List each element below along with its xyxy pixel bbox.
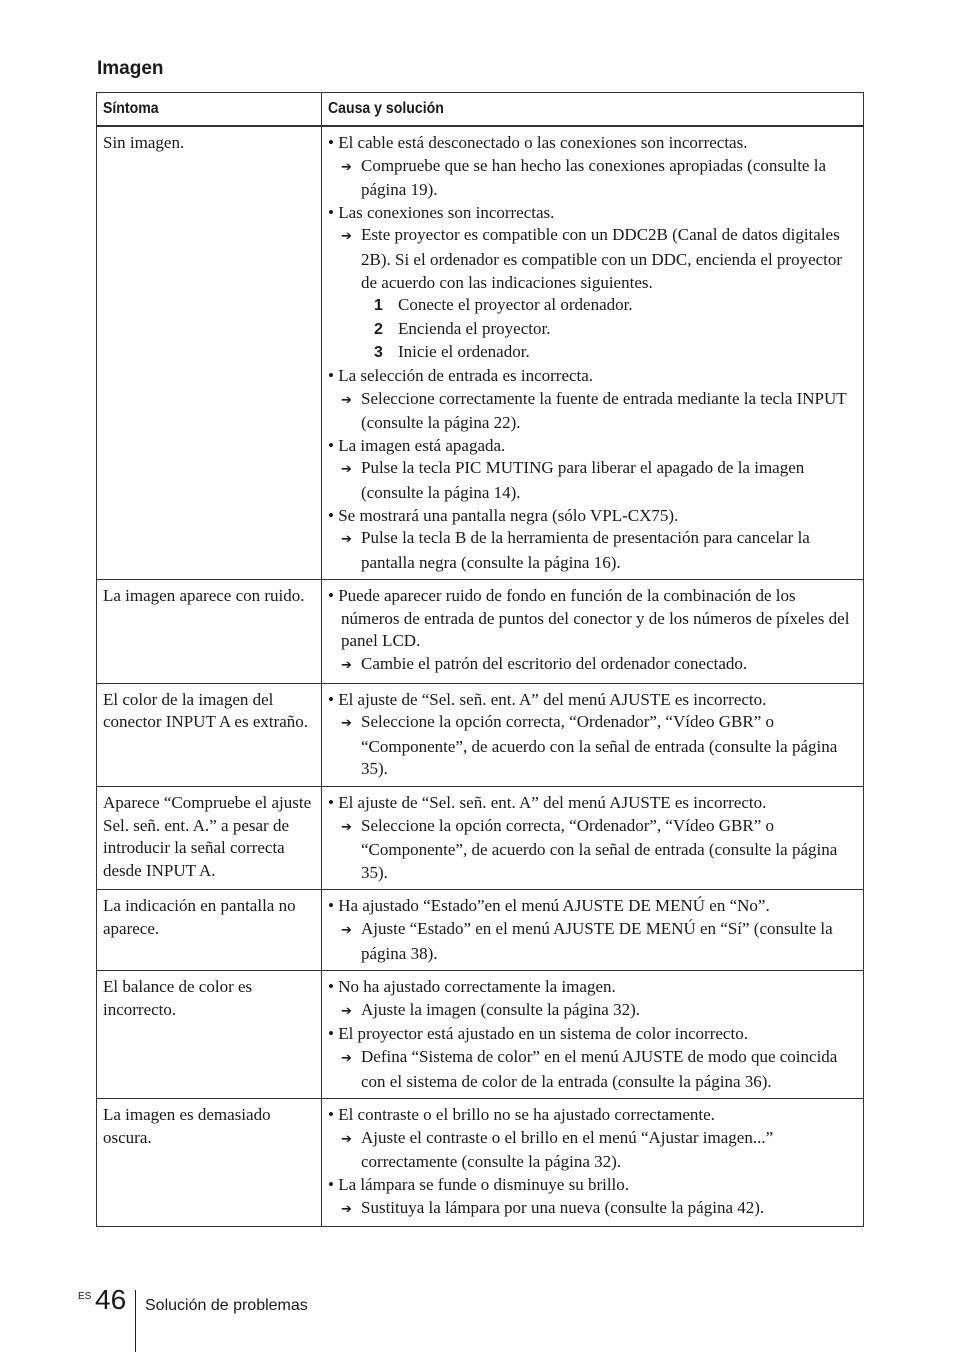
- table-row: [97, 971, 864, 1099]
- cause-text: El ajuste de “Sel. señ. ent. A” del menú AJUSTE es incorrecto.: [338, 793, 767, 813]
- solution-line: [341, 457, 857, 504]
- solution-line: [341, 815, 857, 885]
- cause-item: [328, 365, 857, 435]
- arrow-icon: ➔: [341, 159, 352, 175]
- table-row: [97, 580, 864, 683]
- solution-text: Sustituya la lámpara por una nueva (consulte la página 42).: [361, 1197, 765, 1217]
- symptom-cell: Sin imagen.: [97, 126, 322, 580]
- cause-text: La lámpara se funde o disminuye su brillo.: [338, 1174, 630, 1194]
- symptom-cell: El color de la imagen del conector INPUT A es extraño.: [97, 683, 322, 786]
- cause-item: [328, 435, 857, 505]
- solution-text: Ajuste el contraste o el brillo en el menú “Ajustar imagen...” correctamente (consulte la página 32).: [361, 1127, 774, 1172]
- solution-line: [341, 999, 857, 1024]
- solution-line: [341, 155, 857, 202]
- solution-item: [328, 1127, 857, 1174]
- solution-item: [328, 815, 857, 885]
- table-row: [97, 683, 864, 786]
- cause-text: El proyector está ajustado en un sistema de color incorrecto.: [338, 1024, 748, 1044]
- troubleshooting-table: [96, 92, 864, 1227]
- solution-text: Compruebe que se han hecho las conexiones apropiadas (consulte la página 19).: [361, 155, 826, 200]
- footer-section: Solución de problemas: [145, 1297, 308, 1314]
- solution-line: [341, 653, 857, 678]
- arrow-icon: ➔: [341, 532, 352, 548]
- solution-item: [328, 918, 857, 965]
- cause-bullet: • El proyector está ajustado en un sistema de color incorrecto.: [328, 1024, 748, 1044]
- step-number: 3: [374, 344, 383, 362]
- cause-item: [328, 1104, 857, 1174]
- cause-text: El ajuste de “Sel. señ. ent. A” del menú AJUSTE es incorrecto.: [338, 689, 767, 709]
- arrow-icon: ➔: [341, 1050, 352, 1066]
- arrow-icon: ➔: [341, 819, 352, 835]
- arrow-icon: ➔: [341, 658, 352, 674]
- arrow-icon: ➔: [341, 716, 352, 732]
- solution-text: Defina “Sistema de color” en el menú AJUSTE de modo que coincida con el sistema de color de la entrada (consulte la página 36).: [361, 1046, 838, 1091]
- cause-item: [328, 585, 857, 677]
- arrow-icon: ➔: [341, 1201, 352, 1217]
- solution-item: [328, 1197, 857, 1222]
- header-symptom-label: Síntoma: [103, 99, 159, 117]
- cause-cell: [322, 787, 864, 890]
- cause-bullet: • Puede aparecer ruido de fondo en función de la combinación de los números de entrada de puntos del conector y de los números de píxeles del panel LCD.: [328, 586, 850, 651]
- solution-text: Seleccione la opción correcta, “Ordenador”, “Vídeo GBR” o “Componente”, de acuerdo con la señal de entrada (consulte la página 35).: [361, 712, 838, 779]
- cause-item: [328, 1174, 857, 1221]
- cause-text: La imagen está apagada.: [338, 435, 506, 455]
- arrow-icon: ➔: [341, 462, 352, 478]
- solution-item: [328, 527, 857, 574]
- solution-text: Pulse la tecla B de la herramienta de presentación para cancelar la pantalla negra (consulte la página 16).: [361, 528, 810, 572]
- table-row: [97, 890, 864, 971]
- page-number: 46: [95, 1284, 127, 1315]
- cause-bullet: • Las conexiones son incorrectas.: [328, 202, 555, 222]
- solution-text: Ajuste “Estado” en el menú AJUSTE DE MENÚ en “Sí” (consulte la página 38).: [361, 919, 833, 963]
- header-cause-label: Causa y solución: [328, 99, 444, 117]
- cause-text: Ha ajustado “Estado”en el menú AJUSTE DE MENÚ en “No”.: [338, 896, 770, 916]
- solution-text: Este proyector es compatible con un DDC2B (Canal de datos digitales 2B). Si el ordenador es compatible con un DDC, encienda el proyector de acuerdo con las indicaciones siguientes.: [361, 225, 843, 292]
- solution-line: [341, 1197, 857, 1222]
- solution-line: [341, 711, 857, 781]
- cause-bullet: • La lámpara se funde o disminuye su brillo.: [328, 1174, 630, 1194]
- table-row: [97, 787, 864, 890]
- symptom-cell: Aparece “Compruebe el ajuste Sel. señ. ent. A.” a pesar de introducir la señal correcta desde INPUT A.: [97, 787, 322, 890]
- cause-item: [328, 1023, 857, 1093]
- cause-text: No ha ajustado correctamente la imagen.: [338, 977, 616, 997]
- solution-item: [328, 653, 857, 678]
- cause-item: [328, 132, 857, 202]
- solution-text: Cambie el patrón del escritorio del ordenador conectado.: [361, 654, 748, 674]
- section-title: Imagen: [97, 58, 164, 79]
- table-row: [97, 126, 864, 580]
- solution-text: Seleccione la opción correcta, “Ordenador”, “Vídeo GBR” o “Componente”, de acuerdo con la señal de entrada (consulte la página 35).: [361, 815, 838, 882]
- header-cause-solution: [322, 93, 864, 127]
- arrow-icon: ➔: [341, 1003, 352, 1019]
- step-list: [341, 294, 857, 365]
- solution-item: [328, 457, 857, 504]
- cause-item: [328, 689, 857, 781]
- cause-text: La selección de entrada es incorrecta.: [338, 365, 594, 385]
- symptom-cell: La imagen es demasiado oscura.: [97, 1099, 322, 1227]
- solution-item: [328, 711, 857, 781]
- header-symptom: [97, 93, 322, 127]
- solution-line: [341, 388, 857, 435]
- cause-bullet: • El ajuste de “Sel. señ. ent. A” del menú AJUSTE es incorrecto.: [328, 689, 767, 709]
- cause-text: El contraste o el brillo no se ha ajustado correctamente.: [338, 1105, 715, 1125]
- cause-text: Puede aparecer ruido de fondo en función de la combinación de los números de entrada de puntos del conector y de los números de píxeles del panel LCD.: [338, 586, 850, 651]
- solution-line: [341, 1127, 857, 1174]
- cause-text: Se mostrará una pantalla negra (sólo VPL-CX75).: [338, 505, 679, 525]
- cause-item: [328, 976, 857, 1023]
- step-item: [374, 294, 857, 318]
- solution-line: [341, 918, 857, 965]
- arrow-icon: ➔: [341, 1131, 352, 1147]
- cause-cell: [322, 580, 864, 683]
- solution-text: Ajuste la imagen (consulte la página 32).: [361, 999, 640, 1019]
- solution-item: [328, 155, 857, 202]
- cause-item: [328, 202, 857, 365]
- step-text: Conecte el proyector al ordenador.: [398, 295, 633, 315]
- solution-line: [341, 527, 857, 574]
- cause-item: [328, 792, 857, 884]
- symptom-cell: La indicación en pantalla no aparece.: [97, 890, 322, 971]
- footer-divider: [135, 1290, 136, 1352]
- cause-cell: [322, 890, 864, 971]
- solution-line: [341, 1046, 857, 1093]
- table-body: [97, 126, 864, 1227]
- step-text: Inicie el ordenador.: [398, 342, 530, 362]
- cause-bullet: • Ha ajustado “Estado”en el menú AJUSTE DE MENÚ en “No”.: [328, 896, 770, 916]
- cause-text: Las conexiones son incorrectas.: [338, 202, 555, 222]
- cause-item: [328, 895, 857, 965]
- arrow-icon: ➔: [341, 229, 352, 245]
- cause-text: El cable está desconectado o las conexiones son incorrectas.: [338, 133, 748, 152]
- arrow-icon: ➔: [341, 392, 352, 408]
- cause-bullet: • La imagen está apagada.: [328, 435, 506, 455]
- step-number: 2: [374, 320, 383, 338]
- footer-lang: ES: [78, 1291, 92, 1302]
- symptom-cell: La imagen aparece con ruido.: [97, 580, 322, 683]
- solution-text: Pulse la tecla PIC MUTING para liberar el apagado de la imagen (consulte la página 14).: [361, 458, 805, 502]
- cause-bullet: • No ha ajustado correctamente la imagen.: [328, 977, 616, 997]
- cause-bullet: • Se mostrará una pantalla negra (sólo VPL-CX75).: [328, 505, 679, 525]
- cause-bullet: • El contraste o el brillo no se ha ajustado correctamente.: [328, 1105, 715, 1125]
- cause-cell: [322, 683, 864, 786]
- cause-bullet: • El ajuste de “Sel. señ. ent. A” del menú AJUSTE es incorrecto.: [328, 793, 767, 813]
- step-number: 1: [374, 297, 383, 315]
- solution-item: [328, 224, 857, 365]
- table-header-row: [97, 93, 864, 127]
- step-item: [374, 341, 857, 365]
- table-row: [97, 1099, 864, 1227]
- solution-text: Seleccione correctamente la fuente de entrada mediante la tecla INPUT (consulte la página 22).: [361, 388, 847, 433]
- solution-item: [328, 999, 857, 1024]
- symptom-cell: El balance de color es incorrecto.: [97, 971, 322, 1099]
- step-item: [374, 318, 857, 342]
- cause-cell: [322, 126, 864, 580]
- cause-cell: [322, 1099, 864, 1227]
- cause-bullet: • La selección de entrada es incorrecta.: [328, 365, 594, 385]
- step-text: Encienda el proyector.: [398, 318, 551, 338]
- solution-item: [328, 1046, 857, 1093]
- solution-item: [328, 388, 857, 435]
- solution-line: [341, 224, 857, 294]
- cause-item: [328, 505, 857, 575]
- cause-bullet: • El cable está desconectado o las conexiones son incorrectas.: [328, 133, 748, 152]
- arrow-icon: ➔: [341, 923, 352, 938]
- cause-cell: [322, 971, 864, 1099]
